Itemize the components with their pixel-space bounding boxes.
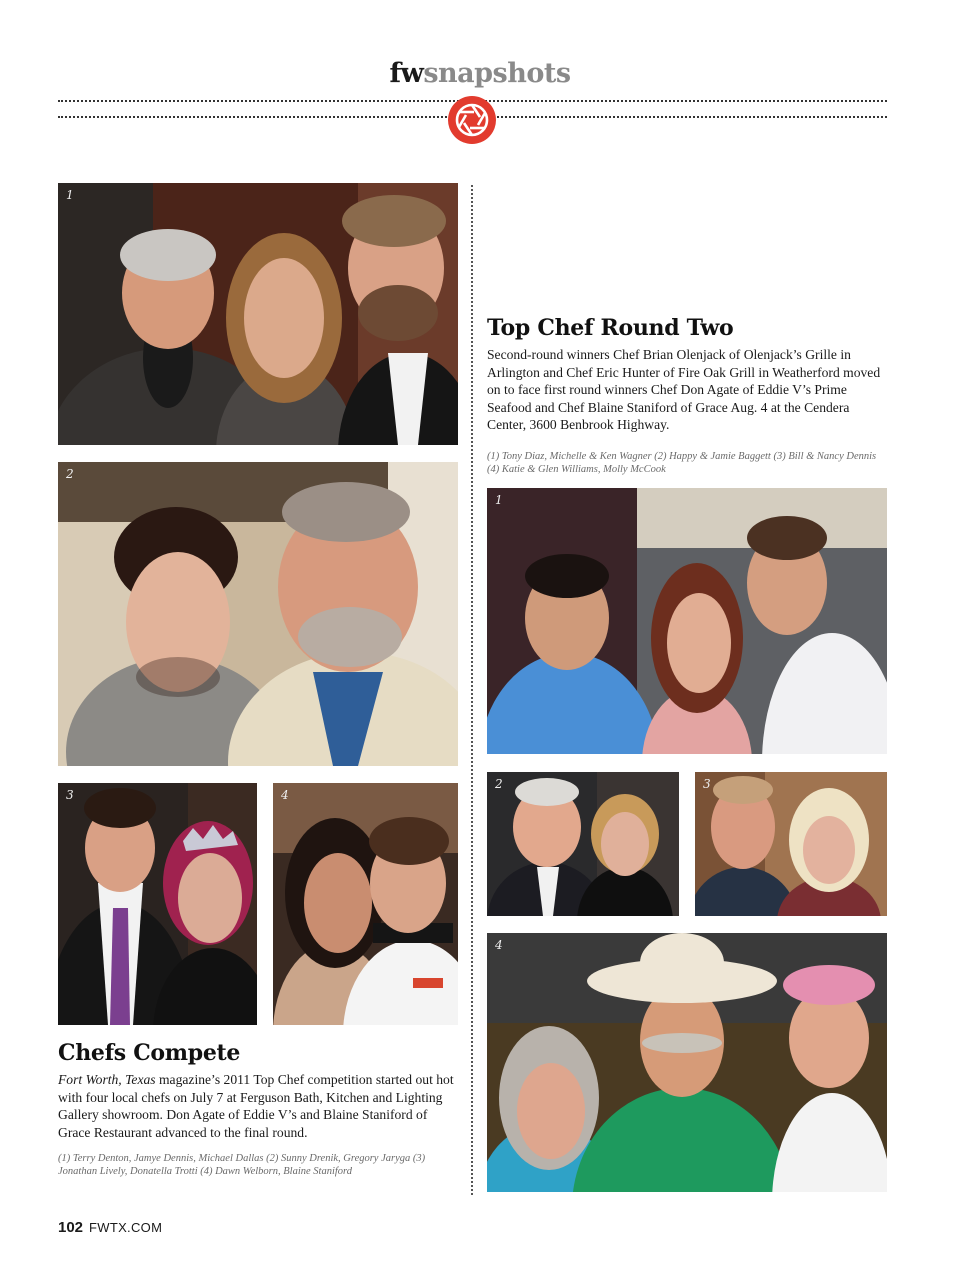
photo-number: 2 xyxy=(495,777,503,791)
photo-number: 1 xyxy=(66,188,74,202)
photo-number: 3 xyxy=(66,788,74,802)
camera-aperture-icon xyxy=(447,95,497,145)
right-body: Second-round winners Chef Brian Olenjack of Olenjack’s Grille in Arlington and Chef Eric Hunter of Fire Oak Grill in Weatherford moved on to face first round winners Chef Don Agate of Eddie V’s Prime Seafood and Chef Blaine Staniford of Grace Aug. 4 at the Cendera Center, 3600 Benbrook Highway. xyxy=(487,347,881,433)
masthead xyxy=(0,58,960,89)
right-headline: Top Chef Round Two xyxy=(487,315,734,341)
photo-number: 2 xyxy=(66,467,74,481)
right-photo-3 xyxy=(695,772,887,916)
right-photo-4 xyxy=(487,933,887,1192)
right-photo-1 xyxy=(487,488,887,754)
left-caption: (1) Terry Denton, Jamye Dennis, Michael Dallas (2) Sunny Drenik, Gregory Jaryga (3) Jonathan Lively, Donatella Trotti (4) Dawn Welborn, Blaine Staniford xyxy=(58,1153,426,1177)
photo-number: 3 xyxy=(703,777,711,791)
photo-number: 4 xyxy=(495,938,503,952)
column-divider xyxy=(471,185,473,1195)
left-headline: Chefs Compete xyxy=(58,1040,241,1066)
left-body xyxy=(58,1071,458,1141)
left-photo-4 xyxy=(273,783,458,1025)
right-photo-2 xyxy=(487,772,679,916)
magazine-title: Fort Worth, Texas xyxy=(58,1072,156,1087)
left-photo-1 xyxy=(58,183,458,445)
photo-number: 4 xyxy=(281,788,289,802)
left-body-text: magazine’s 2011 Top Chef competition started out hot with four local chefs on July 7 at Ferguson Bath, Kitchen and Lighting Gallery showroom. Don Agate of Eddie V’s and Blaine Staniford of Grace Restaurant advanced to the final round. xyxy=(58,1072,454,1140)
page-number: 102 xyxy=(58,1219,84,1236)
masthead-prefix: fw xyxy=(389,58,424,89)
site-link[interactable]: FWTX.COM xyxy=(89,1220,163,1235)
masthead-suffix: snapshots xyxy=(423,58,571,89)
photo-number: 1 xyxy=(495,493,503,507)
left-photo-3 xyxy=(58,783,257,1025)
left-photo-2 xyxy=(58,462,458,766)
folio xyxy=(58,1219,162,1236)
right-caption: (1) Tony Diaz, Michelle & Ken Wagner (2) Happy & Jamie Baggett (3) Bill & Nancy Dennis (4) Katie & Glen Williams, Molly McCook xyxy=(487,451,877,475)
